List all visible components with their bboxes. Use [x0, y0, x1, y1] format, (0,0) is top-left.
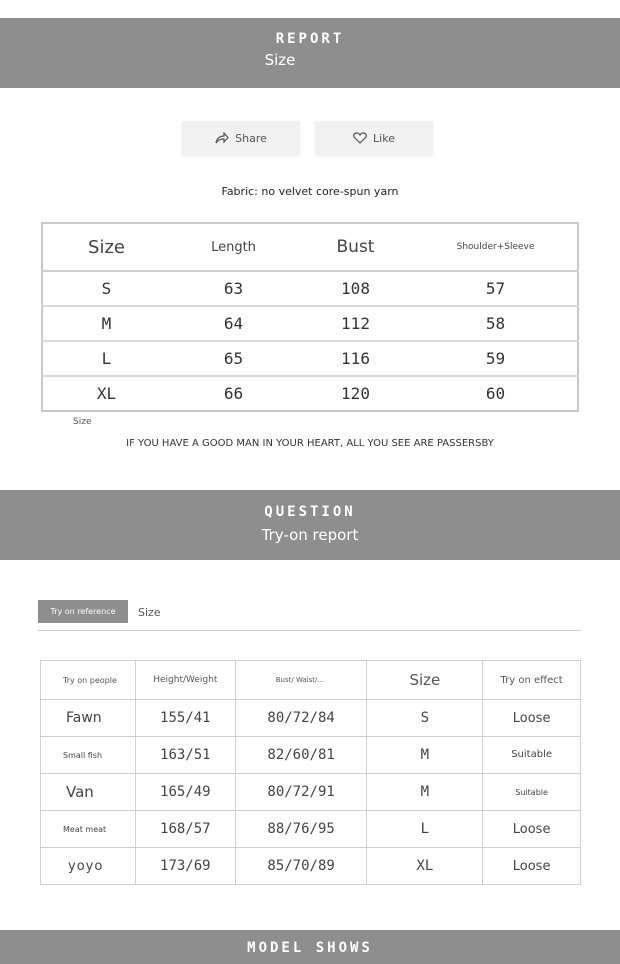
size-note: Size	[73, 417, 92, 427]
table-cell: 57	[414, 271, 578, 306]
report-title: REPORT	[275, 31, 345, 47]
try-on-table-header	[41, 661, 581, 700]
table-cell: 165/49	[135, 774, 235, 811]
table-row	[41, 848, 581, 885]
try-on-table	[40, 660, 581, 885]
table-cell: Small fish	[41, 737, 136, 774]
table-row	[42, 306, 578, 341]
report-subtitle: Size	[264, 51, 296, 69]
fabric-text: Fabric: no velvet core-spun yarn	[221, 185, 399, 198]
model-shows-banner	[0, 930, 620, 964]
table-cell: 82/60/81	[235, 737, 367, 774]
header-size: Size	[367, 661, 483, 700]
header-shoulder-sleeve: Shoulder+Sleeve	[414, 223, 578, 271]
header-length: Length	[170, 223, 297, 271]
header-size: Size	[42, 223, 170, 271]
table-cell: 63	[170, 271, 297, 306]
table-cell: S	[367, 700, 483, 737]
share-button[interactable]	[182, 121, 300, 155]
header-height-weight: Height/Weight	[135, 661, 235, 700]
table-cell: Loose	[483, 848, 581, 885]
table-cell: 173/69	[135, 848, 235, 885]
table-cell: 85/70/89	[235, 848, 367, 885]
question-banner	[0, 490, 620, 560]
table-row	[42, 376, 578, 411]
table-cell: 58	[414, 306, 578, 341]
table-row	[41, 700, 581, 737]
like-label: Like	[373, 131, 395, 145]
table-cell: M	[367, 774, 483, 811]
table-cell: L	[42, 341, 170, 376]
table-cell: 168/57	[135, 811, 235, 848]
table-cell: 88/76/95	[235, 811, 367, 848]
table-row	[42, 341, 578, 376]
table-cell: Van	[41, 774, 136, 811]
table-row	[42, 271, 578, 306]
table-cell: M	[42, 306, 170, 341]
table-cell: 65	[170, 341, 297, 376]
table-cell: 155/41	[135, 700, 235, 737]
try-on-reference-tag: Try on reference	[38, 600, 128, 623]
table-cell: 64	[170, 306, 297, 341]
table-cell: Suitable	[483, 774, 581, 811]
table-cell: L	[367, 811, 483, 848]
table-cell: S	[42, 271, 170, 306]
table-cell: 59	[414, 341, 578, 376]
table-cell: Loose	[483, 811, 581, 848]
table-cell: Suitable	[483, 737, 581, 774]
quote-text: IF YOU HAVE A GOOD MAN IN YOUR HEART, ALL YOU SEE ARE PASSERSBY	[126, 438, 494, 449]
header-try-on-effect: Try on effect	[483, 661, 581, 700]
table-row	[41, 811, 581, 848]
table-cell: 66	[223, 384, 244, 403]
table-cell: 80/72/91	[235, 774, 367, 811]
table-cell: 163/51	[135, 737, 235, 774]
report-banner	[0, 18, 620, 88]
divider	[38, 630, 581, 631]
table-cell: M	[367, 737, 483, 774]
table-cell: 120	[341, 384, 370, 403]
table-cell: 116	[297, 341, 414, 376]
table-cell: 112	[297, 306, 414, 341]
table-cell: 60	[485, 384, 506, 403]
table-row	[41, 737, 581, 774]
table-cell: XL	[96, 384, 117, 403]
table-cell: XL	[367, 848, 483, 885]
question-subtitle: Try-on report	[261, 526, 359, 544]
header-bust: Bust	[297, 223, 414, 271]
share-icon	[215, 132, 229, 144]
table-cell: Meat meat	[41, 811, 136, 848]
like-button[interactable]	[315, 121, 433, 155]
try-on-size-label: Size	[138, 606, 161, 619]
header-bust-waist: Bust/ Waist/...	[235, 661, 367, 700]
table-cell: 80/72/84	[235, 700, 367, 737]
size-table	[41, 222, 579, 412]
table-cell: Loose	[483, 700, 581, 737]
table-row	[41, 774, 581, 811]
table-cell: Fawn	[41, 700, 136, 737]
table-cell: yoyo	[41, 848, 136, 885]
header-try-on-people: Try on people	[41, 661, 136, 700]
heart-icon	[353, 132, 367, 144]
share-label: Share	[235, 131, 267, 145]
table-cell: 108	[297, 271, 414, 306]
size-table-header	[42, 223, 578, 271]
model-shows-title: MODEL SHOWS	[247, 940, 373, 956]
question-title: QUESTION	[264, 504, 356, 520]
